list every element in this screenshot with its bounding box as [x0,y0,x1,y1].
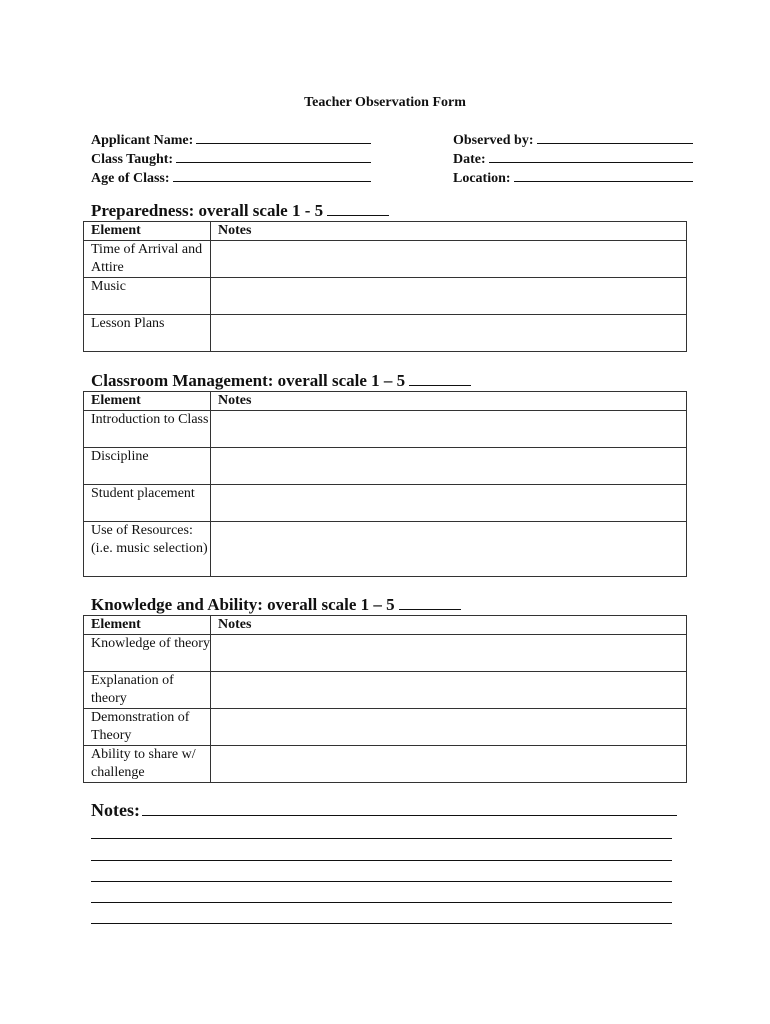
knowledge-ability-table [83,615,687,783]
notes-cell[interactable] [211,241,687,278]
col-element-header: Element [84,222,211,241]
element-cell: Demonstration of Theory [84,709,211,746]
section-title-text: Knowledge and Ability: overall scale 1 – 5 [91,595,395,614]
notes-cell[interactable] [211,448,687,485]
date-field[interactable] [489,150,693,163]
notes-cell[interactable] [211,315,687,352]
applicant-name-field[interactable] [196,131,371,144]
header-right [453,131,693,188]
section-classroom-management-title [91,371,471,391]
notes-cell[interactable] [211,522,687,577]
knowledge-ability-score-field[interactable] [399,595,461,610]
classroom-management-table [83,391,687,577]
age-of-class-label: Age of Class: [91,171,170,186]
table-row [84,315,687,352]
element-cell: Explanation of theory [84,672,211,709]
section-preparedness-title [91,201,389,221]
notes-line[interactable] [91,860,672,861]
notes-cell[interactable] [211,278,687,315]
table-row [84,485,687,522]
notes-cell[interactable] [211,485,687,522]
notes-section [91,800,677,821]
table-row [84,522,687,577]
element-cell: Knowledge of theory [84,635,211,672]
col-element-header: Element [84,616,211,635]
col-notes-header: Notes [211,222,687,241]
col-element-header: Element [84,392,211,411]
preparedness-table [83,221,687,352]
notes-line[interactable] [91,881,672,882]
table-row [84,672,687,709]
form-title: Teacher Observation Form [304,95,466,110]
table-row [84,241,687,278]
table-row [84,746,687,783]
table-header-row [84,392,687,411]
class-taught-field[interactable] [176,150,371,163]
classroom-management-score-field[interactable] [409,371,471,386]
notes-cell[interactable] [211,635,687,672]
element-cell: Discipline [84,448,211,485]
notes-cell[interactable] [211,746,687,783]
element-cell: Introduction to Class [84,411,211,448]
section-title-text: Classroom Management: overall scale 1 – 5 [91,371,406,390]
table-row [84,635,687,672]
table-header-row [84,616,687,635]
table-row [84,411,687,448]
table-row [84,709,687,746]
age-of-class-field[interactable] [173,169,371,182]
element-cell: Music [84,278,211,315]
notes-line[interactable] [91,923,672,924]
observed-by-field[interactable] [537,131,694,144]
notes-label: Notes: [91,800,140,820]
observed-by-label: Observed by: [453,133,534,148]
date-label: Date: [453,152,486,167]
preparedness-score-field[interactable] [327,201,389,216]
col-notes-header: Notes [211,616,687,635]
section-knowledge-ability-title [91,595,461,615]
element-cell: Use of Resources: (i.e. music selection) [84,522,211,577]
header-left [91,131,371,188]
notes-cell[interactable] [211,709,687,746]
element-cell: Student placement [84,485,211,522]
notes-cell[interactable] [211,672,687,709]
notes-line[interactable] [91,902,672,903]
location-label: Location: [453,171,511,186]
notes-line[interactable] [91,838,672,839]
applicant-name-label: Applicant Name: [91,133,194,148]
element-cell: Time of Arrival and Attire [84,241,211,278]
col-notes-header: Notes [211,392,687,411]
notes-cell[interactable] [211,411,687,448]
class-taught-label: Class Taught: [91,152,174,167]
location-field[interactable] [514,169,693,182]
element-cell: Lesson Plans [84,315,211,352]
table-header-row [84,222,687,241]
element-cell: Ability to share w/ challenge [84,746,211,783]
notes-line[interactable] [142,800,677,816]
section-title-text: Preparedness: overall scale 1 - 5 [91,201,324,220]
table-row [84,278,687,315]
table-row [84,448,687,485]
